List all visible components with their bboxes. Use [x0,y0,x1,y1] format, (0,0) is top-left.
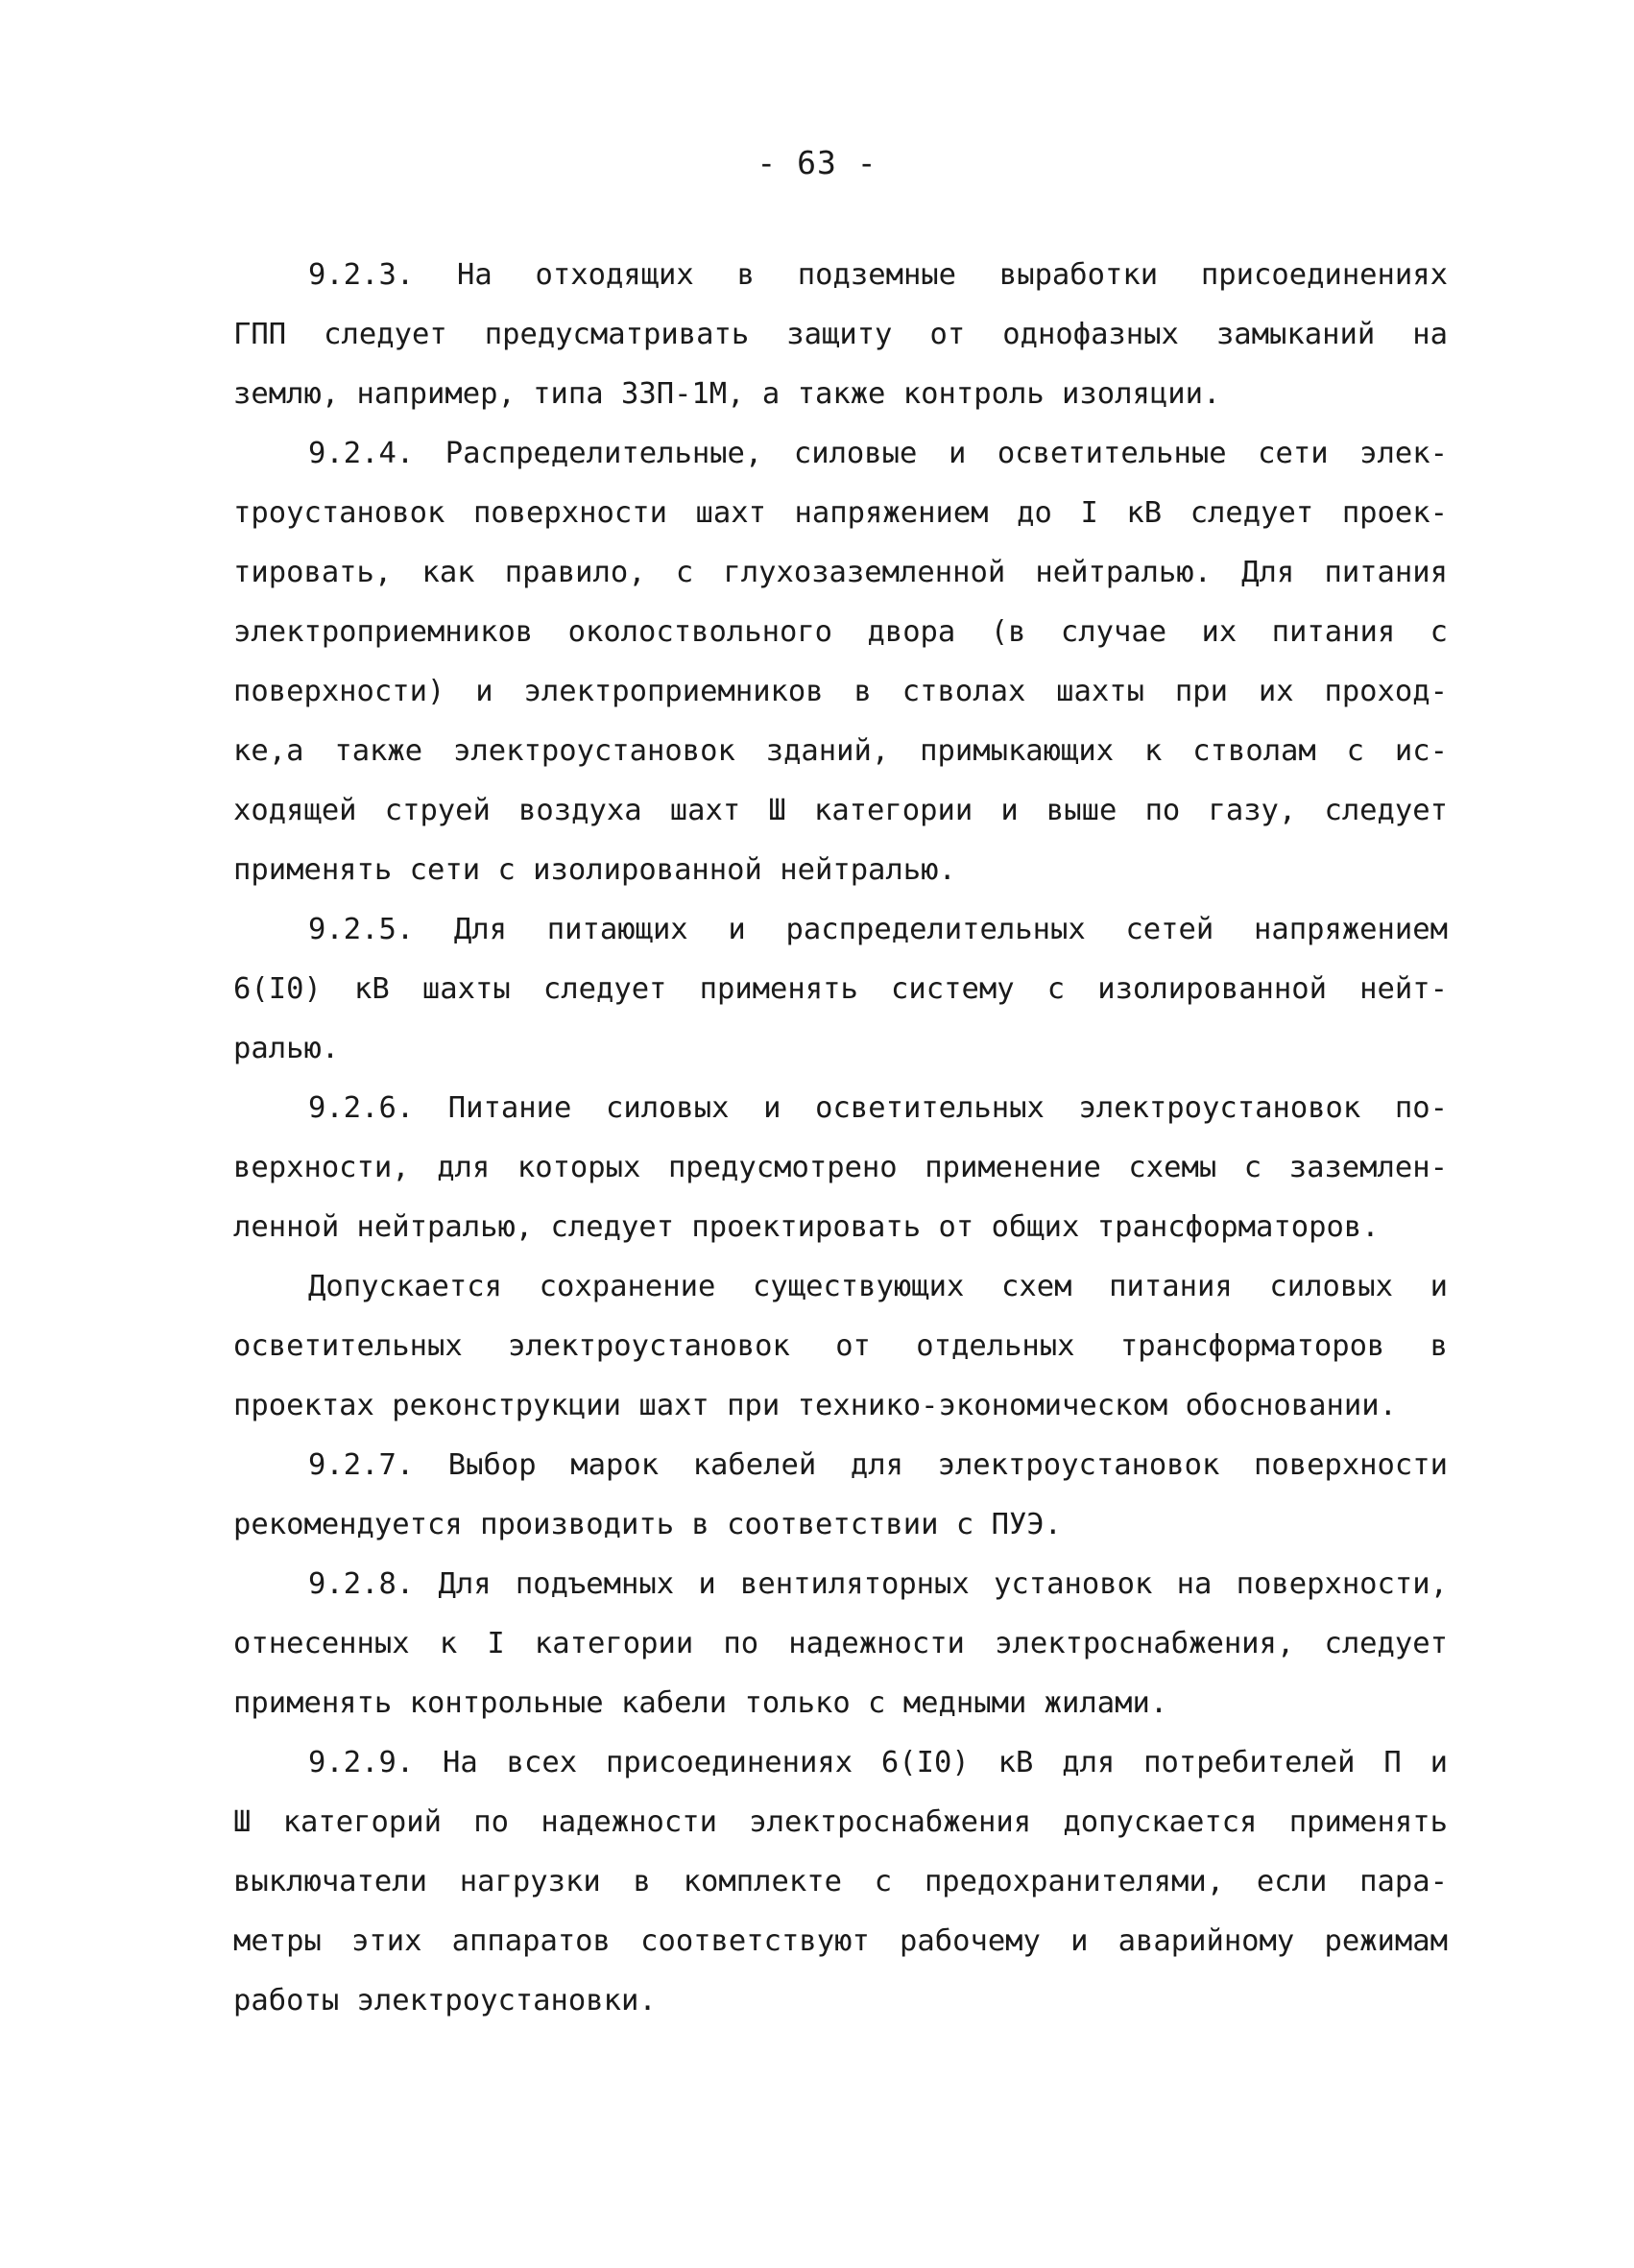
text-line: верхности, для которых предусмотрено применение схемы с заземлен- [233,1151,1448,1184]
text-line: Допускается сохранение существующих схем питания силовых и [308,1270,1448,1303]
text-line: 9.2.8. Для подъемных и вентиляторных установок на поверхности, [308,1567,1448,1601]
text-line: 9.2.3. На отходящих в подземные выработки присоединениях [308,258,1448,292]
text-line: ленной нейтралью, следует проектировать от общих трансформаторов. [233,1210,1380,1244]
text-line: тировать, как правило, с глухозаземленной нейтралью. Для питания [233,556,1448,589]
text-line: 6(I0) кВ шахты следует применять систему с изолированной нейт- [233,972,1448,1006]
text-line: проектах реконструкции шахт при технико-экономическом обосновании. [233,1389,1397,1422]
text-line: электроприемников околоствольного двора (в случае их питания с [233,615,1448,649]
text-line: применять сети с изолированной нейтралью. [233,853,956,887]
text-line: ходящей струей воздуха шахт Ш категории и выше по газу, следует [233,794,1448,827]
text-line: ралью. [233,1032,340,1065]
text-line: 9.2.5. Для питающих и распределительных сетей напряжением [308,913,1448,946]
text-line: поверхности) и электроприемников в стволах шахты при их проход- [233,675,1448,708]
text-line: 9.2.9. На всех присоединениях 6(I0) кВ для потребителей П и [308,1746,1448,1779]
text-line: троустановок поверхности шахт напряжением до I кВ следует проек- [233,496,1448,530]
text-line: отнесенных к I категории по надежности электроснабжения, следует [233,1627,1448,1660]
text-line: метры этих аппаратов соответствуют рабочему и аварийному режимам [233,1924,1448,1958]
text-line: выключатели нагрузки в комплекте с предохранителями, если пара- [233,1865,1448,1898]
text-line: 9.2.4. Распределительные, силовые и осветительные сети элек- [308,437,1448,470]
page-number: - 63 - [757,144,877,181]
text-line: работы электроустановки. [233,1984,657,2017]
text-line: ГПП следует предусматривать защиту от однофазных замыканий на [233,318,1448,351]
text-line: осветительных электроустановок от отдельных трансформаторов в [233,1329,1448,1363]
text-line: землю, например, типа ЗЗП-1М, а также контроль изоляции. [233,377,1221,411]
text-line: Ш категорий по надежности электроснабжения допускается применять [233,1805,1448,1839]
text-line: применять контрольные кабели только с медными жилами. [233,1686,1168,1720]
text-line: 9.2.7. Выбор марок кабелей для электроустановок поверхности [308,1448,1448,1482]
text-line: ке,а также электроустановок зданий, примыкающих к стволам с ис- [233,734,1448,768]
body-text [233,246,1448,2031]
text-line: 9.2.6. Питание силовых и осветительных электроустановок по- [308,1091,1448,1125]
text-line: рекомендуется производить в соответствии с ПУЭ. [233,1508,1063,1541]
